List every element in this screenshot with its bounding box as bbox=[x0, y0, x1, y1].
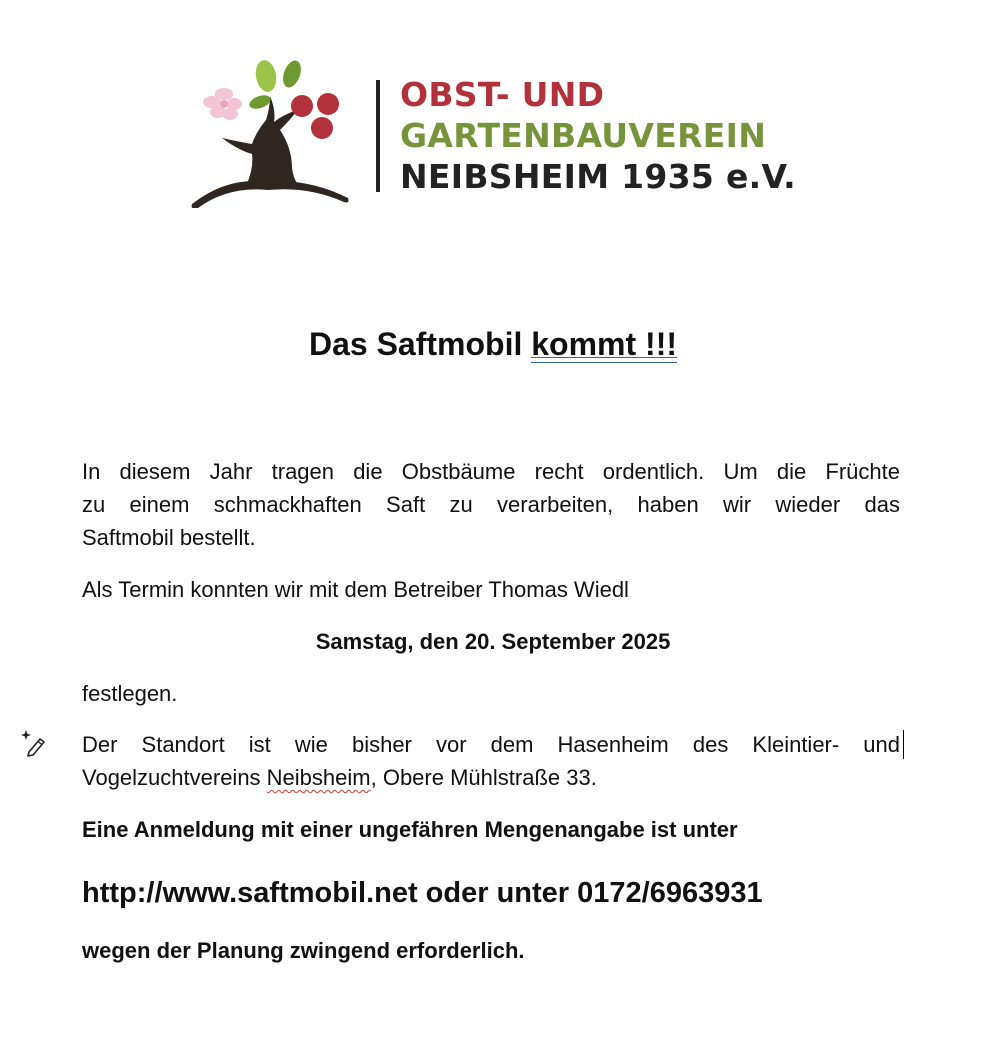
registration-paragraph: Eine Anmeldung mit einer ungefähren Mengenangabe ist unter bbox=[82, 817, 738, 842]
magic-pen-icon[interactable] bbox=[18, 728, 48, 758]
intro-paragraph bbox=[82, 455, 900, 554]
club-logo bbox=[188, 58, 808, 208]
logo-line-3: NEIBSHEIM 1935 e.V. bbox=[400, 157, 796, 196]
set-paragraph: festlegen. bbox=[82, 681, 178, 706]
location-line-2-part-b: , Obere Mühlstraße 33. bbox=[370, 765, 597, 790]
page-title bbox=[0, 324, 986, 364]
misspelled-word[interactable]: Neibsheim bbox=[266, 765, 371, 790]
event-date: Samstag, den 20. September 2025 bbox=[315, 629, 671, 654]
location-line-2-part-a: Vogelzuchtvereins bbox=[82, 765, 267, 790]
location-line-1-text: Der Standort ist wie bisher vor dem Hasenheim des Kleintier- und bbox=[82, 732, 900, 757]
requirement-paragraph: wegen der Planung zwingend erforderlich. bbox=[82, 938, 525, 963]
location-paragraph bbox=[82, 728, 900, 794]
logo-line-1: OBST- UND bbox=[400, 75, 605, 114]
text-cursor bbox=[903, 730, 905, 759]
logo-divider bbox=[376, 80, 380, 192]
logo-wordmark bbox=[400, 74, 796, 197]
location-line-1 bbox=[82, 728, 900, 761]
intro-line-2: zu einem schmackhaften Saft zu verarbeiten, haben wir wieder das bbox=[82, 492, 900, 517]
headline-link[interactable]: kommt !!! bbox=[531, 326, 678, 362]
apple-tree-logo-icon bbox=[188, 58, 358, 208]
location-line-2 bbox=[82, 765, 597, 790]
intro-line-3: Saftmobil bestellt. bbox=[82, 525, 256, 550]
contact-line: http://www.saftmobil.net oder unter 0172/6963931 bbox=[82, 877, 763, 909]
logo-line-2: GARTENBAUVEREIN bbox=[400, 116, 767, 155]
headline-prefix: Das Saftmobil bbox=[308, 326, 532, 362]
intro-line-1: In diesem Jahr tragen die Obstbäume recht ordentlich. Um die Früchte bbox=[82, 459, 900, 484]
appointment-paragraph: Als Termin konnten wir mit dem Betreiber Thomas Wiedl bbox=[82, 577, 629, 602]
